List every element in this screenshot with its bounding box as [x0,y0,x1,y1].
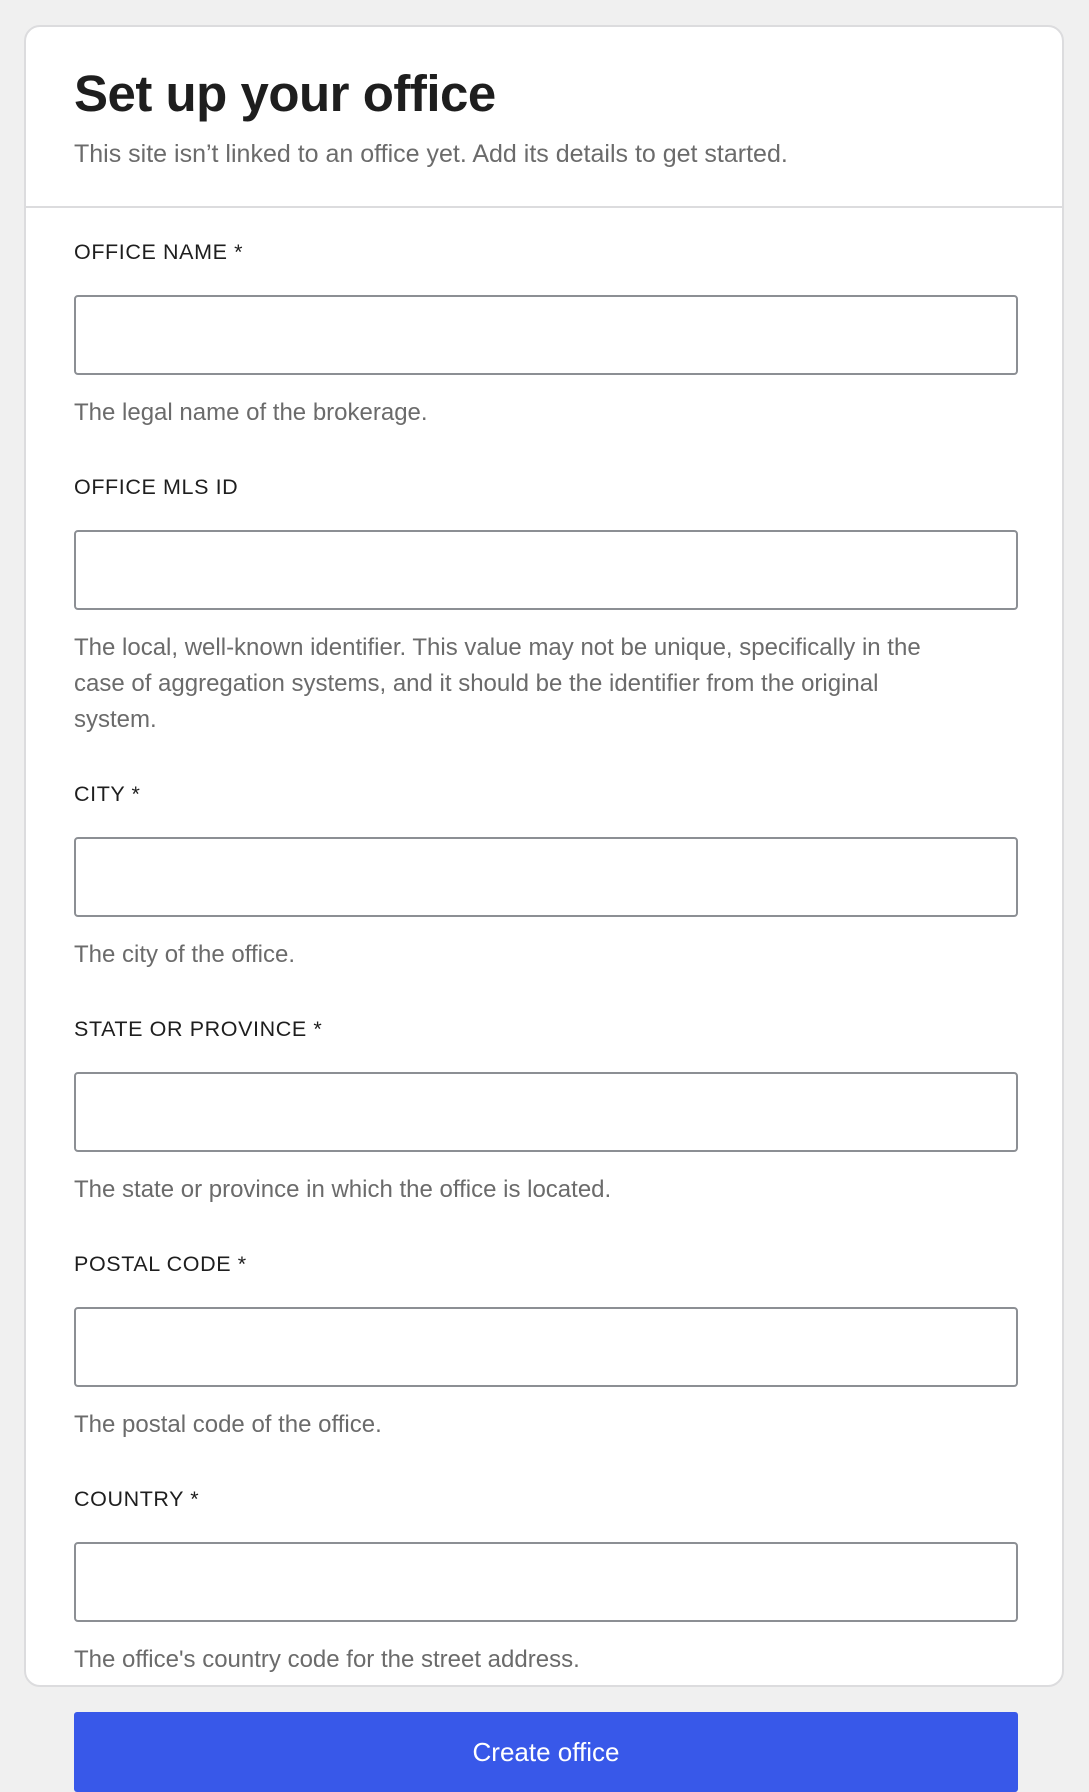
office-name-help: The legal name of the brokerage. [74,399,428,426]
postal-code-input[interactable] [74,1307,1018,1387]
office-mls-id-help: The local, well-known identifier. This value may not be unique, specifically in the case of aggregation systems, and it should be the identifier from the original system. [74,634,921,733]
field-city [74,784,1014,973]
postal-code-help: The postal code of the office. [74,1411,382,1438]
setup-office-card [24,25,1064,1767]
country-input[interactable] [74,1542,1018,1622]
office-name-input[interactable] [74,295,1018,375]
page-title: Set up your office [74,65,496,122]
office-mls-id-label: OFFICE MLS ID [74,475,239,499]
field-office-name [74,242,1014,431]
country-help: The office's country code for the street address. [74,1646,580,1673]
field-country [74,1489,1014,1678]
state-or-province-help: The state or province in which the office is located. [74,1176,612,1203]
postal-code-label: POSTAL CODE * [74,1252,247,1276]
card-header [26,27,1062,208]
city-help: The city of the office. [74,941,296,968]
field-postal-code [74,1254,1014,1443]
city-input[interactable] [74,837,1018,917]
create-office-button[interactable]: Create office [74,1712,1018,1792]
office-form [26,208,1062,1792]
country-label: COUNTRY * [74,1487,200,1511]
city-label: CITY * [74,782,141,806]
state-or-province-input[interactable] [74,1072,1018,1152]
state-or-province-label: STATE OR PROVINCE * [74,1017,323,1041]
office-mls-id-input[interactable] [74,530,1018,610]
page-subtitle: This site isn’t linked to an office yet. Add its details to get started. [74,140,788,169]
field-state-or-province [74,1019,1014,1208]
office-name-label: OFFICE NAME * [74,240,244,264]
field-office-mls-id [74,477,1014,738]
